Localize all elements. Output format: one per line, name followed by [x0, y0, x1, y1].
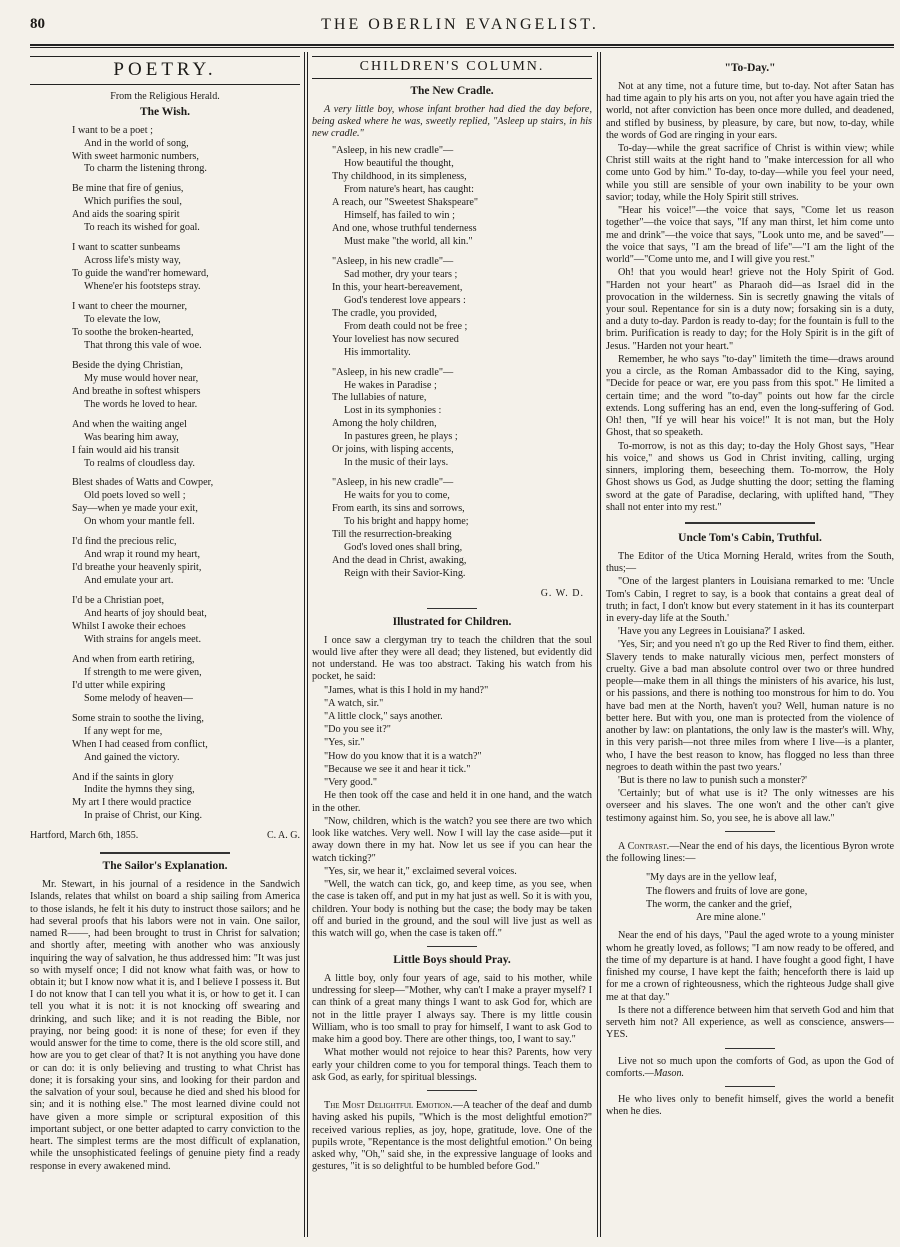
poem-line: "Asleep, in his new cradle"—: [332, 255, 454, 267]
article-title: The New Cradle.: [410, 84, 494, 97]
poem-line: Which purifies the soul,: [84, 196, 182, 208]
poem-the-wish: [72, 125, 300, 824]
paragraph: "Do you see it?": [324, 724, 391, 736]
paragraph: "Very good.": [324, 777, 378, 789]
poem-line: The lullabies of nature,: [332, 392, 427, 404]
stanza: [72, 419, 300, 471]
paragraph: 'Yes, Sir; and you need n't go up the Red River to find them, either. Slavery tends to make naturally vicious men, perfect monsters of cruelty. Give a bad man absolute control over two or three hundred people—make them in all things the ministers of his avarice, his lust, or his passions, and there is nothing too monstrous for him to do. You have bad men at the North, haven't you? Well, human nature is no better here. But with you, one man is protected from the violence of another by law: on plantations, the only law is the master's will. Why, in this very parish—not three miles from where I live—is a planter, who, I have the best reason to know, has flogged no less than three negroes to death within the past two years.': [606, 639, 894, 773]
paragraph: The Editor of the Utica Morning Herald, writes from the South, thus;—: [606, 550, 894, 575]
poem-line: From death could not be free ;: [344, 320, 468, 332]
paragraph: "How do you know that it is a watch?": [324, 750, 482, 762]
paragraph: "Hear his voice!"—the voice that says, "Come let us reason together"—the voice that says, "If any man thirst, let him come unto me and drink"—the voice that says, "Look unto me, and be saved"—the voice that says, "I am the bread of life"—"I am the light of the world"—"Come unto me, and I will give you rest.": [606, 205, 894, 266]
poem-line: Whene'er his footsteps stray.: [84, 281, 201, 293]
column-poetry: [30, 52, 300, 1237]
stanza: [72, 536, 300, 588]
poem-line: I'd find the precious relic,: [72, 536, 177, 548]
poem-line: Your loveliest has now secured: [332, 333, 459, 345]
section-title-poetry: POETRY.: [30, 56, 300, 85]
poem-line: Sad mother, dry your tears ;: [344, 268, 458, 280]
poem-line: I want to be a poet ;: [72, 124, 153, 136]
paragraph: 'But is there no law to punish such a monster?': [618, 775, 807, 787]
quote-attribution: —Mason.: [644, 1067, 685, 1079]
note-lead: The Most Delightful Emotion.: [324, 1100, 453, 1112]
poem-line: My art I there would practice: [72, 797, 192, 809]
paragraph: To-morrow, is not as this day; to-day the Holy Ghost says, "Hear his voice," and shows us God in Christ inviting, calling, urging sinners, imploring them, beseeching them. To-morrow, the Holy Ghost shows us God, as Judge shutting the door; setting the flaming sword at the gate of Paradise, declaring, with uplifted hand, "They shall not enter into my rest.": [606, 440, 894, 513]
article-title: The Sailor's Explanation.: [102, 860, 228, 873]
masthead: THE OBERLIN EVANGELIST.: [321, 16, 599, 33]
poem-line: "Asleep, in his new cradle"—: [332, 366, 454, 378]
poem-line: Reign with their Savior-King.: [344, 567, 466, 579]
poem-line: Blest shades of Watts and Cowper,: [72, 477, 214, 489]
article-body: [312, 635, 592, 941]
article-body: He who lives only to benefit himself, gives the world a benefit when he dies.: [606, 1094, 894, 1118]
column-rule: [597, 52, 601, 1237]
poem-line: Say—when ye made your exit,: [72, 503, 198, 515]
poem-line: My muse would hover near,: [84, 372, 199, 384]
poem-line: If strength to me were given,: [84, 666, 202, 678]
poem-line: If any wept for me,: [84, 725, 163, 737]
divider: [725, 1048, 775, 1050]
poem-line: I'd breathe your heavenly spirit,: [72, 562, 202, 574]
stanza: [72, 713, 300, 765]
page-number: 80: [30, 16, 45, 32]
poem-line: I want to cheer the mourner,: [72, 301, 188, 313]
article-body: [606, 1056, 894, 1080]
poem-footer: [30, 830, 300, 842]
poem-line: Beside the dying Christian,: [72, 359, 183, 371]
divider: [685, 522, 815, 524]
stanza: [332, 367, 592, 471]
poem-line: And when the waiting angel: [72, 418, 187, 430]
poem-line: And aids the soaring spirit: [72, 209, 180, 221]
poem-line: To guide the wand'rer homeward,: [72, 268, 209, 280]
article-title: "To-Day.": [724, 62, 776, 74]
paragraph: I once saw a clergyman try to teach the children that the soul would live after they were all dead; they listened, but evidently did not understand. He was too abstract. Taking his watch from his pocket, he said:: [312, 634, 592, 683]
article-body: Mr. Stewart, in his journal of a residence in the Sandwich Islands, relates that whilst on board a ship sailing from America to those islands, he felt it his duty to instruct those sailors; and he had several proofs that his labors were not in vain. One sailor, named R——, had been brought to trust in Christ for salvation; and shortly after, meeting with another who was anxiously inquiring the way of salvation, he thus addressed him: "It was just so with myself once; I did not know what faith was, or how to obtain it; but I know now what it is, and I believe I possess it. But I do not know that I can tell you what it is, or how to get it. I can tell you what it is not: it is not knocking off swearing and drinking, and such like; and it is not reading the Bible, nor praying, nor being good: it is none of these; for even if they would answer for the time to come, there is the old score still, and how are you to get clear of that? It is not anything you have done or can do: it is only believing and trusting to what Christ has done; it is forsaking your sins, and looking for their pardon and the salvation of your soul, because he died and shed his blood for sin; and it is nothing else." The most learned divine could not have given a more simple or scriptural exposition of this important subject, or one better adapted to carry conviction to the heart. The simplest terms are the most difficult of explanation, while the unsophisticated feelings of genuine piety find a ready response in every awakened mind.: [30, 879, 300, 1172]
poem-line: "Asleep, in his new cradle"—: [332, 145, 454, 157]
poem-line: Was bearing him away,: [84, 431, 179, 443]
paragraph: To-day—while the great sacrifice of Christ is within view; while Christ still waits at the right hand to "make intercession for all who come unto God by him." To-day, to-day—while you feel your need, while you still are sensible of your own inability to be your own savior; today, while the Holy Spirit still strives.: [606, 142, 894, 203]
column-articles: [606, 52, 894, 1237]
poem-line: He wakes in Paradise ;: [344, 379, 437, 391]
poem-line: With strains for angels meet.: [84, 633, 201, 645]
paragraph: "Now, children, which is the watch? you see there are two which look like watches. Very well. Now I will lay the case aside—put it away down there in my hat. Now let us see if you can hear the watch ticking?": [312, 815, 592, 864]
verse-line: The flowers and fruits of love are gone,: [646, 885, 808, 897]
poem-date: Hartford, March 6th, 1855.: [30, 830, 139, 842]
poem-line: To his bright and happy home;: [344, 516, 469, 528]
stanza: [72, 125, 300, 177]
article-body: Near the end of his days, "Paul the aged wrote to a young minister whom he greatly loved, as follows; "I am now ready to be offered, and the time of my departure is at hand. I have fought a good fight, I have finished my course, I have kept the faith; henceforth there is laid up for me a crown of righteousness, which the righteous Judge shall give me at that day.": [606, 930, 894, 1003]
poem-line: To elevate the low,: [84, 313, 161, 325]
divider: [427, 946, 477, 948]
poem-line: And if the saints in glory: [72, 771, 174, 783]
poem-line: Old poets loved so well ;: [84, 490, 186, 502]
column-rule: [304, 52, 308, 1237]
paragraph: "A little clock," says another.: [324, 711, 443, 722]
poem-line: And breathe in softest whispers: [72, 385, 201, 397]
article-title: Illustrated for Children.: [392, 615, 512, 628]
article-title: Uncle Tom's Cabin, Truthful.: [678, 532, 822, 544]
paragraph: 'Have you any Legrees in Louisiana?' I asked.: [618, 626, 805, 638]
poem-line: Among the holy children,: [332, 418, 437, 430]
stanza: [72, 360, 300, 412]
poem-line: He waits for you to come,: [344, 490, 450, 502]
poem-line: And emulate your art.: [84, 575, 174, 587]
poem-line: The cradle, you provided,: [332, 307, 437, 319]
verse-line: Are mine alone.": [696, 912, 766, 924]
stanza: [72, 301, 300, 353]
poem-line: The words he loved to hear.: [84, 398, 198, 410]
article-note: [312, 1100, 592, 1173]
poem-source: From the Religious Herald.: [110, 90, 220, 102]
poem-line: And when from earth retiring,: [72, 653, 195, 665]
divider: [725, 1086, 775, 1088]
poem-line: That throng this vale of woe.: [84, 339, 202, 351]
poem-line: And wrap it round my heart,: [84, 549, 200, 561]
stanza: [72, 654, 300, 706]
article-intro: A very little boy, whose infant brother had died the day before, being asked where he was, sweetly replied, "Asleep up stairs, in his new cradle.": [312, 103, 592, 140]
poem-line: His immortality.: [344, 346, 411, 358]
poem-signature: C. A. G.: [266, 830, 300, 842]
paragraph: "A watch, sir.": [324, 697, 384, 709]
poem-signature: G. W. D.: [540, 587, 584, 599]
article-body: A little boy, only four years of age, said to his mother, while undressing for sleep—"Mother, why can't I make a prayer myself? I can think of a great many things I want to ask God for, which are not in the little prayer I always say. There is my little cousin William, who is too small to pray for himself, I want to ask God to make him a good boy. There are other things, too, I want to say.": [312, 973, 592, 1046]
poem-title: The Wish.: [139, 105, 191, 118]
article-note: [606, 841, 894, 865]
poem-line: Be mine that fire of genius,: [72, 183, 184, 195]
poem-line: In pastures green, he plays ;: [344, 431, 458, 443]
poem-line: Or joins, with lisping accents,: [332, 444, 454, 456]
poem-line: And one, whose truthful tenderness: [332, 223, 477, 235]
header-rule: [30, 44, 894, 48]
poem-line: And hearts of joy should beat,: [84, 608, 207, 620]
paragraph: Not at any time, not a future time, but to-day. Not after Satan has had time again to ply his arts on you, not after you have again tried the world, not after conviction has been once more dulled, and deadened, and stifled by business, by pleasure, by care, but now, to-day, while the words of God are ringing in your ears.: [606, 80, 894, 141]
section-title-children: CHILDREN'S COLUMN.: [312, 56, 592, 79]
stanza: [72, 183, 300, 235]
column-children: [312, 52, 592, 1237]
poem-line: I fain would aid his transit: [72, 444, 180, 456]
poem-line: On whom your mantle fell.: [84, 516, 195, 528]
poem-line: How beautiful the thought,: [344, 158, 454, 170]
paragraph: "One of the largest planters in Louisiana remarked to me: 'Uncle Tom's Cabin, I regret to say, is a book that contains a great deal of truth; in fact, I don't know but every statement in it has its counterpart in every-day life at the South.': [606, 576, 894, 624]
note-lead: A Contrast.: [618, 840, 670, 852]
stanza: [72, 595, 300, 647]
paragraph: Oh! that you would hear! grieve not the Holy Spirit of God. "Harden not your heart" as Pharaoh did—as Israel did in the provocation in the wilderness. Sin is secretly gnawing the vitals of your soul. Repentance for sin is a duty now; forsaking sin is a duty, and a duty to-day. Pardon is ready to-day; for the fountain is full to the brim. Purification is ready to day; for the Holy Spirit is in the gift of Jesus. "Harden not your heart.": [606, 267, 894, 352]
stanza: [332, 256, 592, 360]
poem-line: Lost in its symphonies :: [344, 405, 442, 417]
poem-line: Himself, has failed to win ;: [344, 210, 455, 222]
poem-new-cradle: [332, 145, 592, 581]
poem-line: Till the resurrection-breaking: [332, 528, 452, 540]
paragraph: "James, what is this I hold in my hand?": [324, 684, 489, 696]
divider: [427, 1090, 477, 1092]
paragraph: "Well, the watch can tick, go, and keep time, as you see, when the case is taken off, and put in my hat just as well. So it is with you, children. Your body is nothing but the case; the body may be taken off and buried in the ground, and the soul will live just as well as this watch will go, when the case is taken off.": [312, 879, 592, 939]
poem-line: "Asleep, in his new cradle"—: [332, 477, 454, 489]
divider: [427, 608, 477, 610]
paragraph: Remember, he who says "to-day" limiteth the time—draws around you a circle, as the Roman Ambassador did to the King, saying, "Decide for peace or war, ere you pass from this spot." He limited a certain time; and the word "to-day" points out how far the circle extends. Long suffering has an end, even the long-suffering of God. Oh! then, "If ye will hear his voice!" It is not man, but the Holy Ghost, that so speaketh.: [606, 353, 894, 439]
stanza: [332, 477, 592, 581]
verse-line: The worm, the canker and the grief,: [646, 898, 792, 910]
quote-text: Live not so much upon the comforts of God, as upon the God of comforts.: [606, 1055, 894, 1079]
page-header: [30, 14, 890, 40]
poem-line: I'd utter while expiring: [72, 679, 166, 691]
poem-line: Thy childhood, in its simpleness,: [332, 171, 467, 183]
stanza: [332, 145, 592, 249]
paragraph: "Yes, sir.": [324, 737, 365, 749]
poem-line: Some melody of heaven—: [84, 692, 193, 704]
note-body: —A teacher of the deaf and dumb having asked his pupils, "Which is the most delightful emotion?" received various replies, as joy, hope, gratitude, love. One of the pupils wrote, "Repentance is the most delightful emotion." On being asked why, "Oh," said she, in the expressive language of looks and gestures, "it is so delightful to be humbled before God.": [312, 1100, 592, 1173]
stanza: [72, 477, 300, 529]
article-body: Is there not a difference between him that serveth God and him that serveth him not? All experience, as well as conscience, answers—YES.: [606, 1004, 894, 1041]
article-title: Little Boys should Pray.: [393, 954, 511, 967]
poem-line: To charm the listening throng.: [84, 163, 207, 175]
poem-line: In praise of Christ, our King.: [84, 810, 202, 822]
poem-line: In the music of their lays.: [344, 457, 449, 469]
poem-line: Indite the hymns they sing,: [84, 784, 195, 796]
paragraph: 'Certainly; but of what use is it? The only witnesses are his overseer and his slaves. The one won't and the other can't give testimony against him. So, you see, he is above all law.": [606, 788, 894, 824]
poem-line: And gained the victory.: [84, 751, 180, 763]
paragraph: He then took off the case and held it in one hand, and the watch in the other.: [312, 790, 592, 814]
poem-line: God's loved ones shall bring,: [344, 541, 463, 553]
poem-line: And in the world of song,: [84, 137, 189, 149]
poem-line: When I had ceased from conflict,: [72, 738, 208, 750]
poem-line: Across life's misty way,: [84, 255, 181, 267]
poem-line: God's tenderest love appears :: [344, 294, 466, 306]
poem-line: In this, your heart-bereavement,: [332, 281, 463, 293]
poem-line: I'd be a Christian poet,: [72, 595, 165, 607]
poem-line: Whilst I awoke their echoes: [72, 621, 186, 632]
poem-line: And the dead in Christ, awaking,: [332, 554, 467, 566]
paragraph: "Because we see it and hear it tick.": [324, 763, 471, 775]
divider: [100, 852, 230, 854]
poem-line: To reach its wished for goal.: [84, 222, 200, 234]
verse-line: "My days are in the yellow leaf,: [646, 872, 777, 884]
poem-line: To soothe the broken-hearted,: [72, 326, 194, 338]
poem-line: A reach, our "Sweetest Shakspeare": [332, 197, 479, 209]
stanza: [72, 242, 300, 294]
poem-line: Some strain to soothe the living,: [72, 712, 204, 724]
divider: [725, 831, 775, 833]
poem-line: Must make "the world, all kin.": [344, 235, 473, 247]
paragraph: "Yes, sir, we hear it," exclaimed several voices.: [324, 865, 517, 877]
byron-verse: [646, 871, 894, 924]
article-body: [606, 551, 894, 825]
note-body: —Near the end of his days, the licentious Byron wrote the following lines:—: [606, 840, 894, 865]
stanza: [72, 772, 300, 824]
poem-line: With sweet harmonic numbers,: [72, 150, 199, 162]
poem-line: To realms of cloudless day.: [84, 457, 195, 469]
article-body: [606, 81, 894, 514]
poem-line: From nature's heart, has caught:: [344, 184, 474, 196]
article-body: What mother would not rejoice to hear this? Parents, how very early your children come to you for temporal things. Teach them to ask God, as early, for spiritual blessings.: [312, 1047, 592, 1083]
poem-line: From earth, its sins and sorrows,: [332, 503, 465, 515]
poem-line: I want to scatter sunbeams: [72, 242, 181, 254]
